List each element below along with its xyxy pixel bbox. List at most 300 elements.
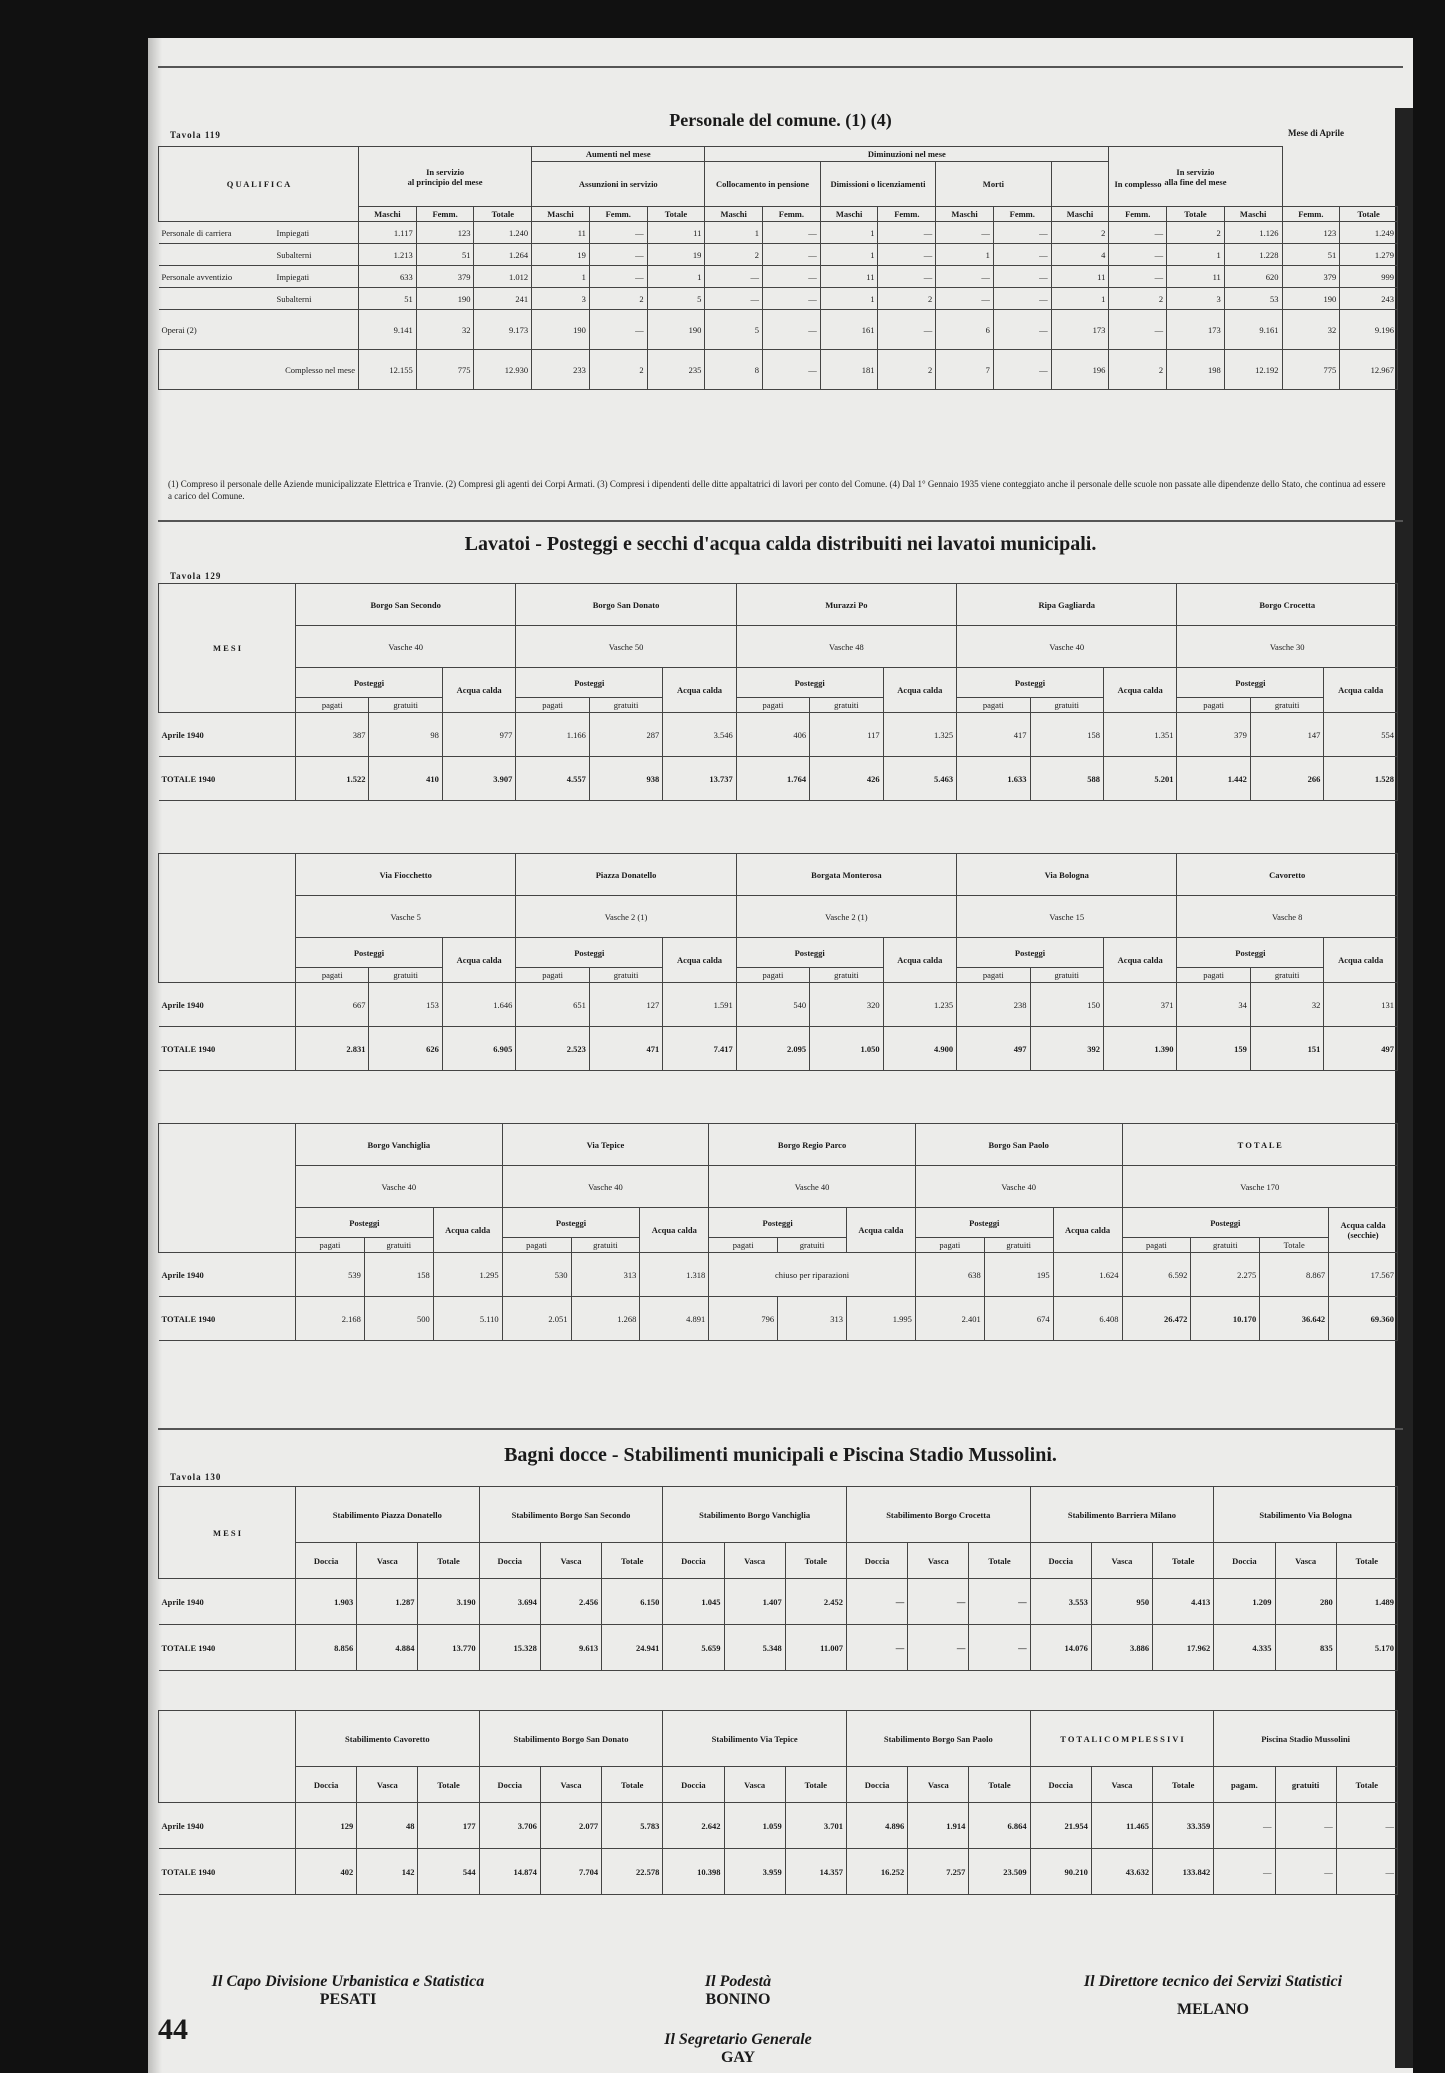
subheader-cell: Maschi	[532, 207, 590, 222]
pagati-header: pagati	[516, 698, 589, 713]
pagati-row	[159, 968, 1398, 983]
data-cell: 173	[1167, 310, 1225, 350]
data-cell: 123	[416, 222, 474, 244]
vasca-header: Vasca	[357, 1767, 418, 1803]
row-label: Aprile 1940	[159, 1253, 296, 1297]
total-cell: 2	[878, 350, 936, 390]
data-cell: 999	[1340, 266, 1398, 288]
totale-header: Totale	[1153, 1543, 1214, 1579]
data-cell: 23.509	[969, 1849, 1030, 1895]
posteggi-header: Posteggi	[296, 1208, 434, 1238]
posteggi-header: Posteggi	[516, 938, 663, 968]
vasche-count: Vasche 30	[1177, 626, 1398, 668]
document-page	[148, 38, 1413, 2073]
total-cell: 233	[532, 350, 590, 390]
data-cell: 4.900	[883, 1027, 956, 1071]
total-cell: 17.567	[1329, 1253, 1398, 1297]
data-cell: 21.954	[1030, 1803, 1091, 1849]
data-cell: —	[589, 310, 647, 350]
acqua-header: Acqua calda	[1324, 938, 1398, 983]
tavola-119-label: Tavola 119	[170, 130, 221, 140]
pagati-row	[159, 698, 1398, 713]
data-cell: 1.045	[663, 1579, 724, 1625]
row-label: Impiegati	[274, 222, 359, 244]
data-cell: 6.408	[1053, 1297, 1122, 1341]
place-name-row	[159, 854, 1398, 896]
data-cell: 1	[532, 266, 590, 288]
closed-note: chiuso per riparazioni	[709, 1253, 916, 1297]
data-cell: —	[993, 244, 1051, 266]
data-cell: 98	[369, 713, 442, 757]
table-row	[159, 244, 1398, 266]
mesi-header: M E S I	[159, 584, 296, 713]
data-cell: —	[589, 222, 647, 244]
data-cell: 1.279	[1340, 244, 1398, 266]
pagati-header: pagati	[296, 968, 369, 983]
data-cell: 938	[589, 757, 662, 801]
data-cell: 313	[571, 1253, 640, 1297]
stabilimento-name: Stabilimento Via Bologna	[1214, 1487, 1398, 1543]
data-cell: —	[763, 266, 821, 288]
place-name: Via Bologna	[957, 854, 1177, 896]
scan-edge-top	[0, 0, 1445, 30]
totale-header: Totale	[969, 1767, 1030, 1803]
total-cell: 12.155	[359, 350, 417, 390]
data-cell: —	[878, 310, 936, 350]
place-name: Borgo Vanchiglia	[296, 1124, 503, 1166]
data-cell: 51	[359, 288, 417, 310]
data-cell: 22.578	[602, 1849, 663, 1895]
header-collocamento: Collocamento in pensione	[705, 162, 820, 207]
subheader-cell: Femm.	[416, 207, 474, 222]
vasca-header: Vasca	[540, 1767, 601, 1803]
data-cell: 5.463	[883, 757, 956, 801]
total-cell: 2.275	[1191, 1253, 1260, 1297]
segretario-title: Il Segretario Generale	[664, 2031, 812, 2048]
header-aumenti: Aumenti nel mese	[532, 147, 705, 162]
table-row	[159, 310, 1398, 350]
piscina-name: Piscina Stadio Mussolini	[1214, 1711, 1398, 1767]
data-cell: 5	[647, 288, 705, 310]
data-cell: 674	[984, 1297, 1053, 1341]
data-cell: 32	[416, 310, 474, 350]
data-cell: —	[969, 1579, 1030, 1625]
vasche-count: Vasche 5	[296, 896, 516, 938]
data-cell: 620	[1224, 266, 1282, 288]
data-cell: —	[878, 266, 936, 288]
data-cell: 1.295	[433, 1253, 502, 1297]
acqua-header: Acqua calda	[663, 938, 736, 983]
data-cell: 11	[1167, 266, 1225, 288]
data-cell: —	[878, 222, 936, 244]
stabilimento-name: Stabilimento Borgo Crocetta	[846, 1487, 1030, 1543]
data-cell: 153	[369, 983, 442, 1027]
total-cell: 10.170	[1191, 1297, 1260, 1341]
vasca-header: Vasca	[908, 1543, 969, 1579]
data-cell: 11	[647, 222, 705, 244]
header-morti: Morti	[936, 162, 1051, 207]
totale-header: Totale	[1260, 1238, 1329, 1253]
data-cell: 1.235	[883, 983, 956, 1027]
signature-segretario	[568, 2031, 908, 2067]
subheader-cell: Femm.	[1109, 207, 1167, 222]
gratuiti-header: gratuiti	[364, 1238, 433, 1253]
data-cell: 150	[1030, 983, 1103, 1027]
data-cell: 497	[957, 1027, 1030, 1071]
aprile-row	[159, 1579, 1398, 1625]
acqua-header: Acqua calda	[847, 1208, 916, 1253]
data-cell: 19	[532, 244, 590, 266]
vasca-header: Vasca	[1091, 1767, 1152, 1803]
data-cell: 1.624	[1053, 1253, 1122, 1297]
data-cell: 7.257	[908, 1849, 969, 1895]
stabilimento-name: Stabilimento Piazza Donatello	[296, 1487, 480, 1543]
data-cell: 3.706	[479, 1803, 540, 1849]
doccia-header: Doccia	[1214, 1543, 1275, 1579]
data-cell: 1.126	[1224, 222, 1282, 244]
data-cell: 1.522	[296, 757, 369, 801]
row-label: TOTALE 1940	[159, 757, 296, 801]
data-cell: —	[705, 266, 763, 288]
data-cell: 835	[1275, 1625, 1336, 1671]
data-cell: 1.351	[1103, 713, 1176, 757]
data-cell: 161	[820, 310, 878, 350]
data-cell: 1.407	[724, 1579, 785, 1625]
total-cell: 69.360	[1329, 1297, 1398, 1341]
pagati-header: pagati	[296, 698, 369, 713]
data-cell: 2.642	[663, 1803, 724, 1849]
table-row	[159, 222, 1398, 244]
data-cell: 1.050	[810, 1027, 883, 1071]
gratuiti-header: gratuiti	[589, 698, 662, 713]
vasche-count: Vasche 50	[516, 626, 736, 668]
mesi-header: M E S I	[159, 1487, 296, 1579]
data-cell: 195	[984, 1253, 1053, 1297]
data-cell: 243	[1340, 288, 1398, 310]
totale-header: Totale	[969, 1543, 1030, 1579]
data-cell: 3.694	[479, 1579, 540, 1625]
data-cell: 16.252	[846, 1849, 907, 1895]
totale-header: Totale	[602, 1767, 663, 1803]
pagati-header: pagati	[736, 968, 809, 983]
podesta-name: BONINO	[705, 1991, 771, 2008]
signature-direttore	[1033, 1973, 1393, 2019]
data-cell: 133.842	[1153, 1849, 1214, 1895]
data-cell: 24.941	[602, 1625, 663, 1671]
posteggi-header: Posteggi	[502, 1208, 640, 1238]
totale-row	[159, 1297, 1398, 1341]
data-cell: 11.465	[1091, 1803, 1152, 1849]
data-cell: 9.161	[1224, 310, 1282, 350]
data-cell: —	[763, 244, 821, 266]
totale-row	[159, 757, 1398, 801]
podesta-title: Il Podestà	[704, 1973, 772, 1990]
data-cell: 796	[709, 1297, 778, 1341]
table-119-body	[159, 222, 1398, 390]
pagati-header: pagati	[915, 1238, 984, 1253]
data-cell: 6.905	[442, 1027, 515, 1071]
vasca-header: Vasca	[724, 1767, 785, 1803]
place-name: Borgo Crocetta	[1177, 584, 1398, 626]
posteggi-header: Posteggi	[709, 1208, 847, 1238]
row-label: Aprile 1940	[159, 713, 296, 757]
subheader-cell: Totale	[474, 207, 532, 222]
data-cell: 9.613	[540, 1625, 601, 1671]
data-cell: 11	[820, 266, 878, 288]
subheader-cell: Femm.	[589, 207, 647, 222]
data-cell: 53	[1224, 288, 1282, 310]
data-cell: 1.249	[1340, 222, 1398, 244]
table-119-footnote: (1) Compreso il personale delle Aziende municipalizzate Elettrica e Tranvie. (2) Compresi gli agenti dei Corpi Armati. (3) Compresi i dipendenti delle ditte appaltatrici di lavori per conto del Comune. (4) Dal 1° Gennaio 1935 viene conteggiato anche il personale delle scuole non passate alle dipendenze dello Stato, che continua ad essere a carico del Comune.	[168, 479, 1386, 501]
posteggi-header: Posteggi	[915, 1208, 1053, 1238]
header-in-servizio-end-text: In servizio	[1176, 166, 1215, 177]
row-label: Aprile 1940	[159, 1803, 296, 1849]
data-cell: 1.390	[1103, 1027, 1176, 1071]
data-cell: 51	[416, 244, 474, 266]
data-cell: 3.886	[1091, 1625, 1152, 1671]
posteggi-header: Posteggi	[296, 938, 443, 968]
stabilimento-name: Stabilimento Via Tepice	[663, 1711, 847, 1767]
page-number: 44	[158, 2013, 188, 2046]
row-group	[159, 244, 274, 266]
data-cell: 471	[589, 1027, 662, 1071]
totale-header: Totale	[785, 1767, 846, 1803]
vasche-row	[159, 896, 1398, 938]
pagati-header: pagati	[1177, 698, 1250, 713]
lavatoi-block-table	[158, 583, 1398, 801]
place-name: Via Tepice	[502, 1124, 709, 1166]
vasche-count: Vasche 40	[709, 1166, 916, 1208]
data-cell: 3.907	[442, 757, 515, 801]
data-cell: 426	[810, 757, 883, 801]
data-cell: 287	[589, 713, 662, 757]
data-cell: 497	[1324, 1027, 1398, 1071]
place-name: Borgo San Paolo	[915, 1124, 1122, 1166]
data-cell: 34	[1177, 983, 1250, 1027]
stabilimento-name: Stabilimento Borgo San Paolo	[846, 1711, 1030, 1767]
data-cell: 17.962	[1153, 1625, 1214, 1671]
data-cell: —	[763, 288, 821, 310]
acqua-header: Acqua calda	[1103, 668, 1176, 713]
vasca-header: Vasca	[1091, 1543, 1152, 1579]
vasche-count: Vasche 40	[502, 1166, 709, 1208]
data-cell: 51	[1282, 244, 1340, 266]
pagati-row	[159, 1238, 1398, 1253]
subheader-cell: Totale	[647, 207, 705, 222]
data-cell: 500	[364, 1297, 433, 1341]
data-cell: —	[993, 288, 1051, 310]
data-cell: 392	[1030, 1027, 1103, 1071]
data-cell: 379	[1177, 713, 1250, 757]
data-cell: 1	[705, 222, 763, 244]
totale-header: Totale	[785, 1543, 846, 1579]
data-cell: 142	[357, 1849, 418, 1895]
table-119-title: Personale del comune. (1) (4)	[669, 110, 892, 130]
mesi-header-empty	[159, 1124, 296, 1253]
data-cell: 1.268	[571, 1297, 640, 1341]
data-cell: 9.196	[1340, 310, 1398, 350]
aprile-row	[159, 1803, 1398, 1849]
gratuiti-header: gratuiti	[984, 1238, 1053, 1253]
acqua-header: Acqua calda	[883, 938, 956, 983]
gratuiti-header: gratuiti	[810, 968, 883, 983]
header-al-principio: al principio del mese	[407, 176, 483, 187]
data-cell: 1.764	[736, 757, 809, 801]
vasche-count: Vasche 40	[296, 1166, 503, 1208]
divider-rule	[158, 520, 1403, 522]
data-cell: —	[1109, 310, 1167, 350]
data-cell: —	[908, 1625, 969, 1671]
vasche-count: Vasche 40	[296, 626, 516, 668]
data-cell: 1.213	[359, 244, 417, 266]
data-cell: 2.168	[296, 1297, 365, 1341]
data-cell: 530	[502, 1253, 571, 1297]
stabilimento-name: Stabilimento Cavoretto	[296, 1711, 480, 1767]
totale-name: T O T A L E	[1122, 1124, 1398, 1166]
data-cell: 4.884	[357, 1625, 418, 1671]
data-cell: 33.359	[1153, 1803, 1214, 1849]
acqua-header: Acqua calda	[663, 668, 736, 713]
data-cell: 1.228	[1224, 244, 1282, 266]
subheader-cell: Totale	[1340, 207, 1398, 222]
data-cell: —	[993, 222, 1051, 244]
data-cell: 2.452	[785, 1579, 846, 1625]
stabilimento-name: Stabilimento Barriera Milano	[1030, 1487, 1214, 1543]
data-cell: 379	[416, 266, 474, 288]
acqua-header: Acqua calda	[1324, 668, 1398, 713]
data-cell: —	[705, 288, 763, 310]
gratuiti-header: gratuiti	[810, 698, 883, 713]
gratuiti-header: gratuiti	[1275, 1767, 1336, 1803]
data-cell: 1.209	[1214, 1579, 1275, 1625]
data-cell: 1.995	[847, 1297, 916, 1341]
data-cell: 402	[296, 1849, 357, 1895]
data-cell: 32	[1250, 983, 1323, 1027]
gratuiti-header: gratuiti	[1250, 968, 1323, 983]
bagni-block-table	[158, 1710, 1398, 1895]
data-cell: 1.903	[296, 1579, 357, 1625]
acqua-header: Acqua calda	[442, 668, 515, 713]
total-cell: 12.192	[1224, 350, 1282, 390]
stabilimento-name: T O T A L I C O M P L E S S I V I	[1030, 1711, 1214, 1767]
subheader-cell: Maschi	[359, 207, 417, 222]
table-row	[159, 266, 1398, 288]
data-cell: 1.012	[474, 266, 532, 288]
subheader-cell: Maschi	[936, 207, 994, 222]
total-cell: 12.930	[474, 350, 532, 390]
row-label: TOTALE 1940	[159, 1297, 296, 1341]
total-cell: 2	[589, 350, 647, 390]
data-cell: 19	[647, 244, 705, 266]
data-cell: —	[993, 266, 1051, 288]
place-name: Borgata Monterosa	[736, 854, 956, 896]
divider-rule-130	[158, 1428, 1403, 1430]
data-cell: 1	[820, 222, 878, 244]
data-cell: 1.914	[908, 1803, 969, 1849]
row-group: Personale di carriera	[159, 222, 274, 244]
data-cell: —	[1336, 1849, 1397, 1895]
doccia-header: Doccia	[846, 1767, 907, 1803]
data-cell: 1.318	[640, 1253, 709, 1297]
data-cell: 1.442	[1177, 757, 1250, 801]
row-group: Operai (2)	[159, 310, 274, 350]
acqua-header: Acqua calda	[640, 1208, 709, 1253]
data-cell: 43.632	[1091, 1849, 1152, 1895]
data-cell: 626	[369, 1027, 442, 1071]
data-cell: —	[969, 1625, 1030, 1671]
data-cell: 1	[1051, 288, 1109, 310]
totale-header: Totale	[418, 1543, 479, 1579]
total-cell: 6.592	[1122, 1253, 1191, 1297]
data-cell: 1	[820, 244, 878, 266]
data-cell: —	[1275, 1849, 1336, 1895]
data-cell: 32	[1282, 310, 1340, 350]
month-label: Mese di Aprile	[1288, 128, 1344, 138]
data-cell: 1.117	[359, 222, 417, 244]
pagati-header: pagati	[1177, 968, 1250, 983]
table-119	[158, 146, 1398, 390]
row-label: Aprile 1940	[159, 1579, 296, 1625]
posteggi-header: Posteggi	[1177, 668, 1324, 698]
table-129-title: Lavatoi - Posteggi e secchi d'acqua calda distribuiti nei lavatoi municipali.	[464, 533, 1097, 555]
data-cell: 280	[1275, 1579, 1336, 1625]
data-cell: 667	[296, 983, 369, 1027]
data-cell: 410	[369, 757, 442, 801]
data-cell: 977	[442, 713, 515, 757]
header-dimissioni: Dimissioni o licenziamenti	[820, 162, 935, 207]
subheader-cell: Maschi	[820, 207, 878, 222]
total-label: Complesso nel mese	[159, 350, 359, 390]
data-cell: 950	[1091, 1579, 1152, 1625]
data-cell: 4	[1051, 244, 1109, 266]
total-cell: 2	[1109, 350, 1167, 390]
posteggi-header: Posteggi	[957, 938, 1104, 968]
subheader-cell: Femm.	[878, 207, 936, 222]
aprile-row	[159, 713, 1398, 757]
lavatoi-block-table	[158, 853, 1398, 1071]
data-cell: 13.770	[418, 1625, 479, 1671]
total-cell: —	[763, 350, 821, 390]
gratuiti-header: gratuiti	[778, 1238, 847, 1253]
stabilimento-name: Stabilimento Borgo San Donato	[479, 1711, 663, 1767]
row-label	[274, 310, 359, 350]
vasca-header: Vasca	[908, 1767, 969, 1803]
place-name: Cavoretto	[1177, 854, 1398, 896]
data-cell: 129	[296, 1803, 357, 1849]
stabilimento-name: Stabilimento Borgo Vanchiglia	[663, 1487, 847, 1543]
data-cell: —	[878, 244, 936, 266]
totale-row	[159, 1625, 1398, 1671]
data-cell: 1.633	[957, 757, 1030, 801]
data-cell: 1.591	[663, 983, 736, 1027]
total-cell: 26.472	[1122, 1297, 1191, 1341]
data-cell: 127	[589, 983, 662, 1027]
data-cell: 4.413	[1153, 1579, 1214, 1625]
place-name: Ripa Gagliarda	[957, 584, 1177, 626]
pagati-header: pagati	[516, 968, 589, 983]
data-cell: —	[1109, 266, 1167, 288]
data-cell: 1	[820, 288, 878, 310]
data-cell: 11	[1051, 266, 1109, 288]
row-label: TOTALE 1940	[159, 1027, 296, 1071]
subheader-cell: Totale	[1167, 207, 1225, 222]
data-cell: 190	[1282, 288, 1340, 310]
pagati-header: pagati	[957, 968, 1030, 983]
aprile-row	[159, 983, 1398, 1027]
data-cell: 14.874	[479, 1849, 540, 1895]
total-cell: —	[993, 350, 1051, 390]
total-cell: 12.967	[1340, 350, 1398, 390]
